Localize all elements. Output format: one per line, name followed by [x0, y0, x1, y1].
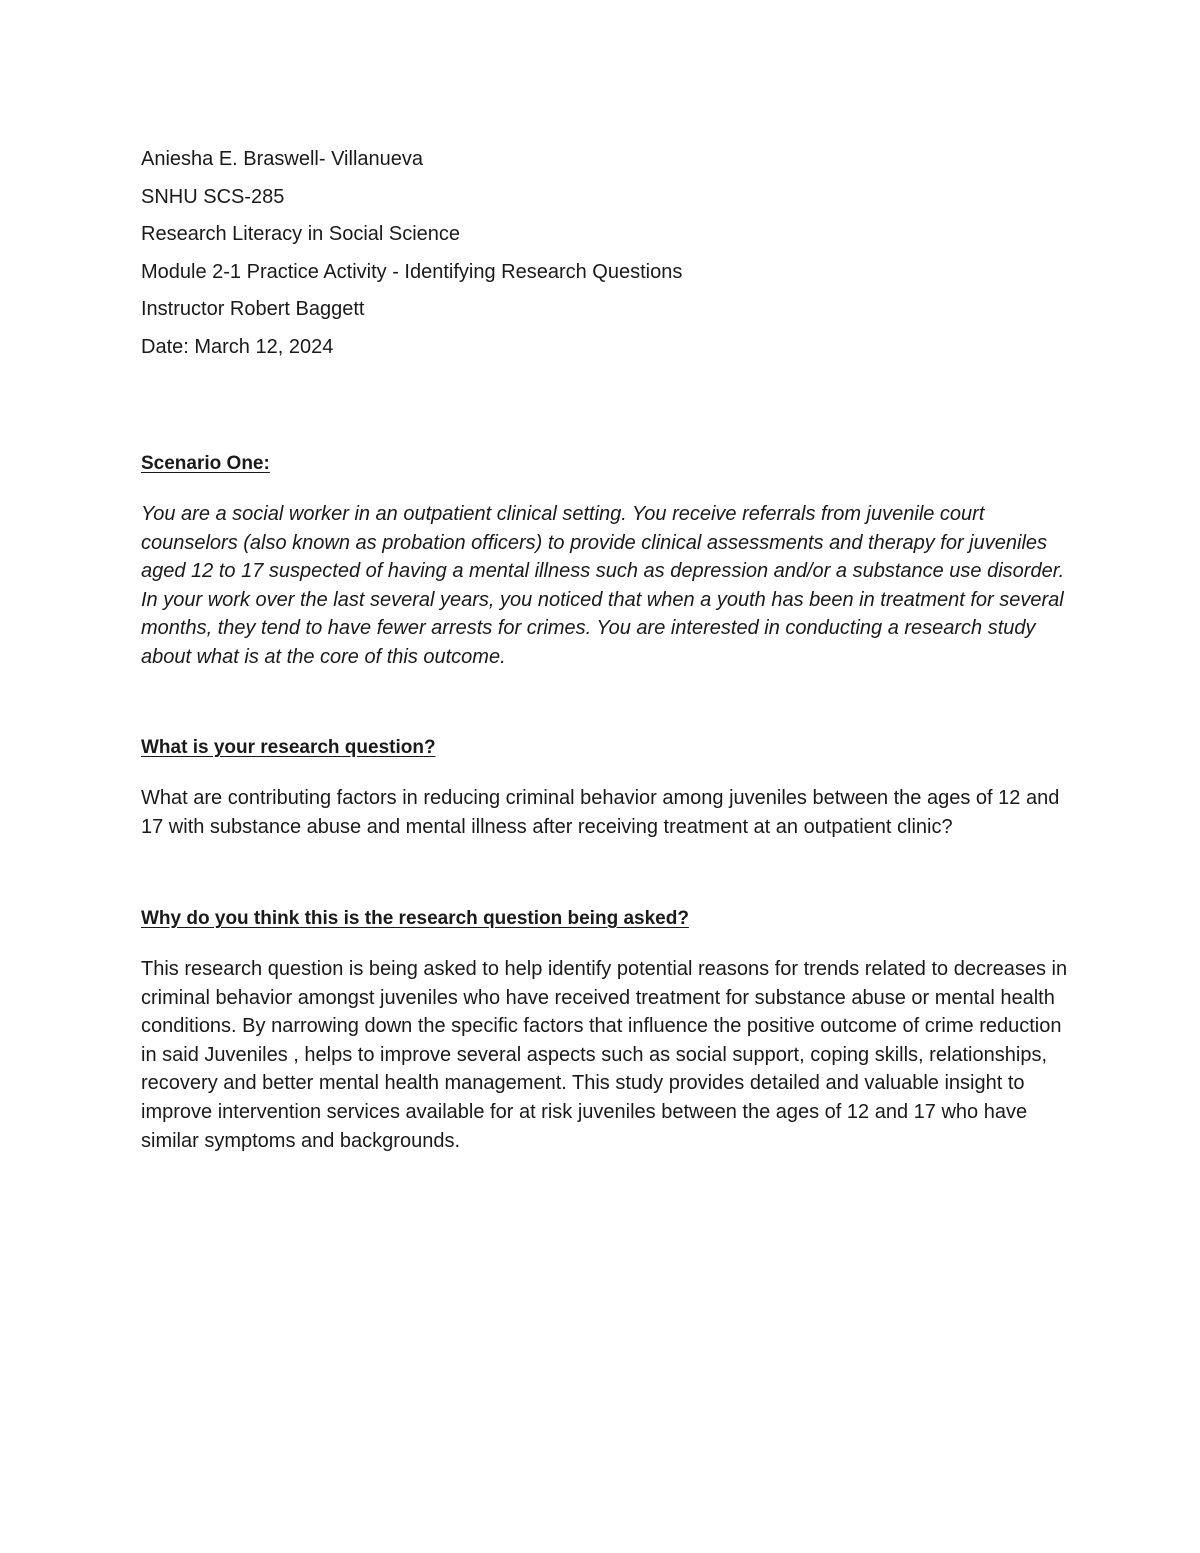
scenario-section	[141, 450, 1071, 672]
research-question-answer: What are contributing factors in reducing criminal behavior among juveniles between the ages of 12 and 17 with substance abuse and mental illness after receiving treatment at an outpatient clinic?	[141, 787, 1060, 838]
research-question-heading: What is your research question?	[141, 737, 436, 758]
course-code: SNHU SCS-285	[141, 185, 285, 208]
rationale-answer: This research question is being asked to help identify potential reasons for trends related to decreases in criminal behavior amongst juveniles who have received treatment for substance abuse or mental health conditions. By narrowing down the specific factors that influence the positive outcome of crime reduction in said Juveniles , helps to improve several aspects such as social support, coping skills, relationships, recovery and better mental health management. This study provides detailed and valuable insight to improve intervention services available for at risk juveniles between the ages of 12 and 17 who have similar symptoms and backgrounds.	[141, 958, 1068, 1152]
rationale-heading: Why do you think this is the research question being asked?	[141, 908, 689, 929]
assignment-title: Module 2-1 Practice Activity - Identifying Research Questions	[141, 260, 683, 283]
document-header	[141, 141, 1061, 366]
research-question-section	[141, 734, 1071, 841]
course-name: Research Literacy in Social Science	[141, 223, 461, 245]
instructor-name: Instructor Robert Baggett	[141, 298, 365, 320]
scenario-heading: Scenario One:	[141, 453, 270, 474]
scenario-text: You are a social worker in an outpatient clinical setting. You receive referrals from juvenile court counselors (also known as probation officers) to provide clinical assessments and therapy for juveniles aged 12 to 17 suspected of having a mental illness such as depression and/or a substance use disorder. In your work over the last several years, you noticed that when a youth has been in treatment for several months, they tend to have fewer arrests for crimes. You are interested in conducting a research study about what is at the core of this outcome.	[141, 503, 1065, 668]
author-name: Aniesha E. Braswell- Villanueva	[141, 148, 424, 170]
rationale-section	[141, 905, 1071, 1155]
document-date: Date: March 12, 2024	[141, 335, 334, 358]
